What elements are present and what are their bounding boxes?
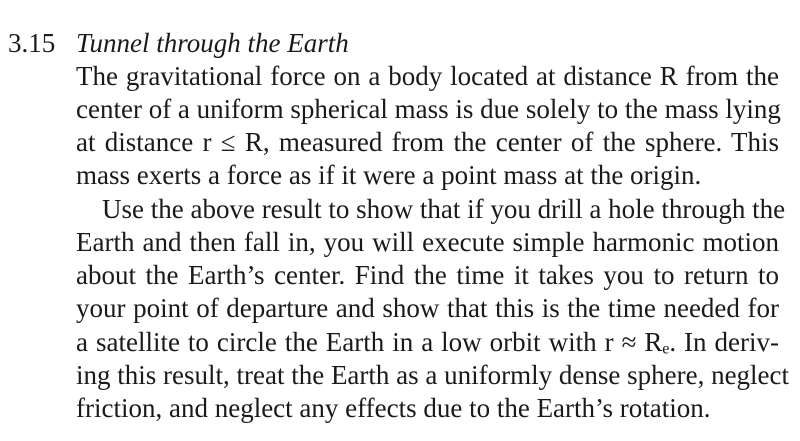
paragraph-2-line-5: a satellite to circle the Earth in a low orbit with r ≈ Rₑ. In deriv- (76, 327, 779, 357)
paragraph-2-line-3: about the Earth’s center. Find the time it takes you to return to (76, 260, 779, 290)
paragraph-2-line-4: your point of departure and show that this is the time needed for (76, 293, 779, 323)
paragraph-1-line-1: The gravitational force on a body located at distance R from the (76, 61, 779, 91)
paragraph-2-line-2: Earth and then fall in, you will execute simple harmonic motion (76, 227, 779, 257)
problem-number: 3.15 (8, 28, 56, 58)
paragraph-1-line-2: center of a uniform spherical mass is due solely to the mass lying (76, 94, 781, 124)
paragraph-1-line-3: at distance r ≤ R, measured from the center of the sphere. This (76, 127, 779, 157)
paragraph-2-line-1: Use the above result to show that if you drill a hole through the (102, 194, 786, 224)
problem-title: Tunnel through the Earth (76, 28, 349, 58)
paragraph-2-line-7: friction, and neglect any effects due to the Earth’s rotation. (76, 393, 711, 423)
paragraph-2-line-6: ing this result, treat the Earth as a uniformly dense sphere, neglect (76, 360, 790, 390)
paragraph-1-line-4: mass exerts a force as if it were a point mass at the origin. (76, 160, 702, 190)
